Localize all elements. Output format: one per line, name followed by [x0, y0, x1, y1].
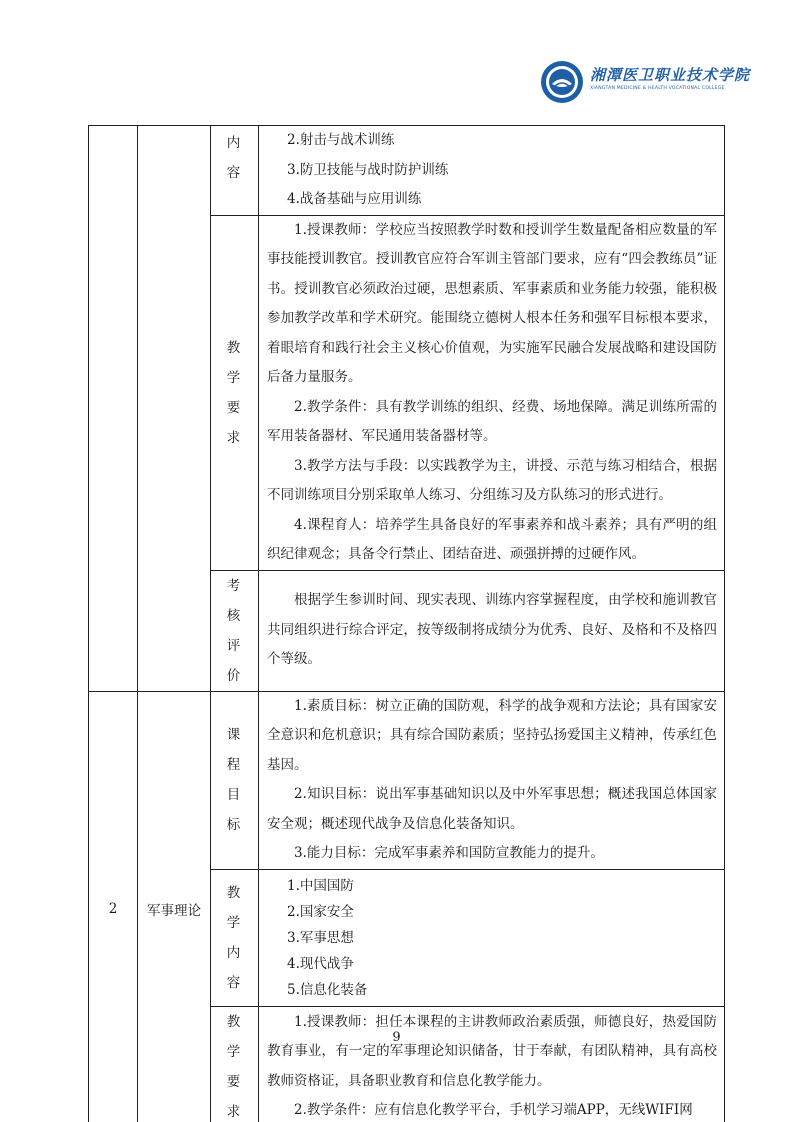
- requirements-cell: [259, 1006, 725, 1122]
- row-label-goals: 课程目标: [211, 691, 259, 869]
- list-item: 1.中国国防: [287, 877, 354, 894]
- row-label-evaluation: 考核评价: [211, 570, 259, 691]
- row-label-content: 教学内容: [211, 869, 259, 1006]
- school-name-en: XIANGTAN MEDICINE & HEALTH VOCATIONAL COLLEGE: [590, 86, 725, 91]
- course-number-cell: [89, 126, 138, 692]
- list-item: 4.战备基础与应用训练: [287, 191, 422, 207]
- table-row: [89, 126, 725, 216]
- school-name: 湘潭医卫职业技术学院: [590, 66, 751, 84]
- course-name-cell: 军事理论: [138, 691, 211, 1122]
- paragraph: 1.素质目标：树立正确的国防观，科学的战争观和方法论；具有国家安全意识和危机意识；具有综合国防素质；坚持弘扬爱国主义精神，传承红色基因。: [267, 697, 717, 773]
- paragraph: 根据学生参训时间、现实表现、训练内容掌握程度，由学校和施训教官共同组织进行综合评定，按等级制将成绩分为优秀、良好、及格和不及格四个等级。: [267, 592, 717, 668]
- school-seal-icon: [540, 60, 584, 104]
- requirements-cell: [259, 215, 725, 570]
- paragraph: 2.知识目标：说出军事基础知识以及中外军事思想；概述我国总体国家安全观；概述现代战争及信息化装备知识。: [267, 786, 717, 832]
- course-number-cell: 2: [89, 691, 138, 1122]
- paragraph: 1.授课教师：学校应当按照教学时数和授训学生数量配备相应数量的军事技能授训教官。授训教官应符合军训主管部门要求，应有“四会教练员”证书。授训教官必须政治过硬，思想素质、军事素质和业务能力较强，能积极参加教学改革和学术研究。能围绕立德树人根本任务和强军目标根本要求，着眼培育和践行社会主义核心价值观，为实施军民融合发展战略和建设国防后备力量服务。: [267, 221, 717, 385]
- page-number: 9: [392, 1030, 401, 1045]
- page-header: [540, 58, 751, 108]
- paragraph: 3.教学方法与手段：以实践教学为主，讲授、示范与练习相结合，根据不同训练项目分别采取单人练习、分组练习及方队练习的形式进行。: [267, 457, 717, 503]
- row-label-requirements: 教学要求: [211, 1006, 259, 1122]
- list-item: 3.防卫技能与战时防护训练: [287, 161, 449, 178]
- table-row: [89, 691, 725, 869]
- content-items-cell: [259, 126, 725, 216]
- row-label-content: 内容: [211, 126, 259, 216]
- paragraph: 2.教学条件：应有信息化教学平台，手机学习端APP，无线WIFI网: [294, 1102, 693, 1118]
- paragraph: 2.教学条件：具有教学训练的组织、经费、场地保障。满足训练所需的军用装备器材、军民通用装备器材等。: [267, 398, 717, 444]
- goals-cell: [259, 691, 725, 869]
- paragraph: 4.课程育人：培养学生具备良好的军事素养和战斗素养；具有严明的组织纪律观念；具备令行禁止、团结奋进、顽强拼搏的过硬作风。: [267, 516, 717, 562]
- row-label-requirements: 教学要求: [211, 215, 259, 570]
- list-item: 4.现代战争: [287, 955, 354, 972]
- content-items-cell: [259, 869, 725, 1006]
- list-item: 2.国家安全: [287, 903, 354, 920]
- paragraph: 1.授课教师：担任本课程的主讲教师政治素质强，师德良好，热爱国防教育事业，有一定的军事理论知识储备，甘于奉献，有团队精神，具有高校教师资格证，具备职业教育和信息化教学能力。: [267, 1013, 717, 1089]
- paragraph: 3.能力目标：完成军事素养和国防宣教能力的提升。: [294, 845, 604, 861]
- course-table: [88, 125, 725, 1122]
- evaluation-cell: [259, 570, 725, 691]
- list-item: 2.射击与战术训练: [287, 132, 395, 148]
- course-name-cell: [138, 126, 211, 692]
- list-item: 5.信息化装备: [287, 981, 368, 998]
- list-item: 3.军事思想: [287, 929, 354, 946]
